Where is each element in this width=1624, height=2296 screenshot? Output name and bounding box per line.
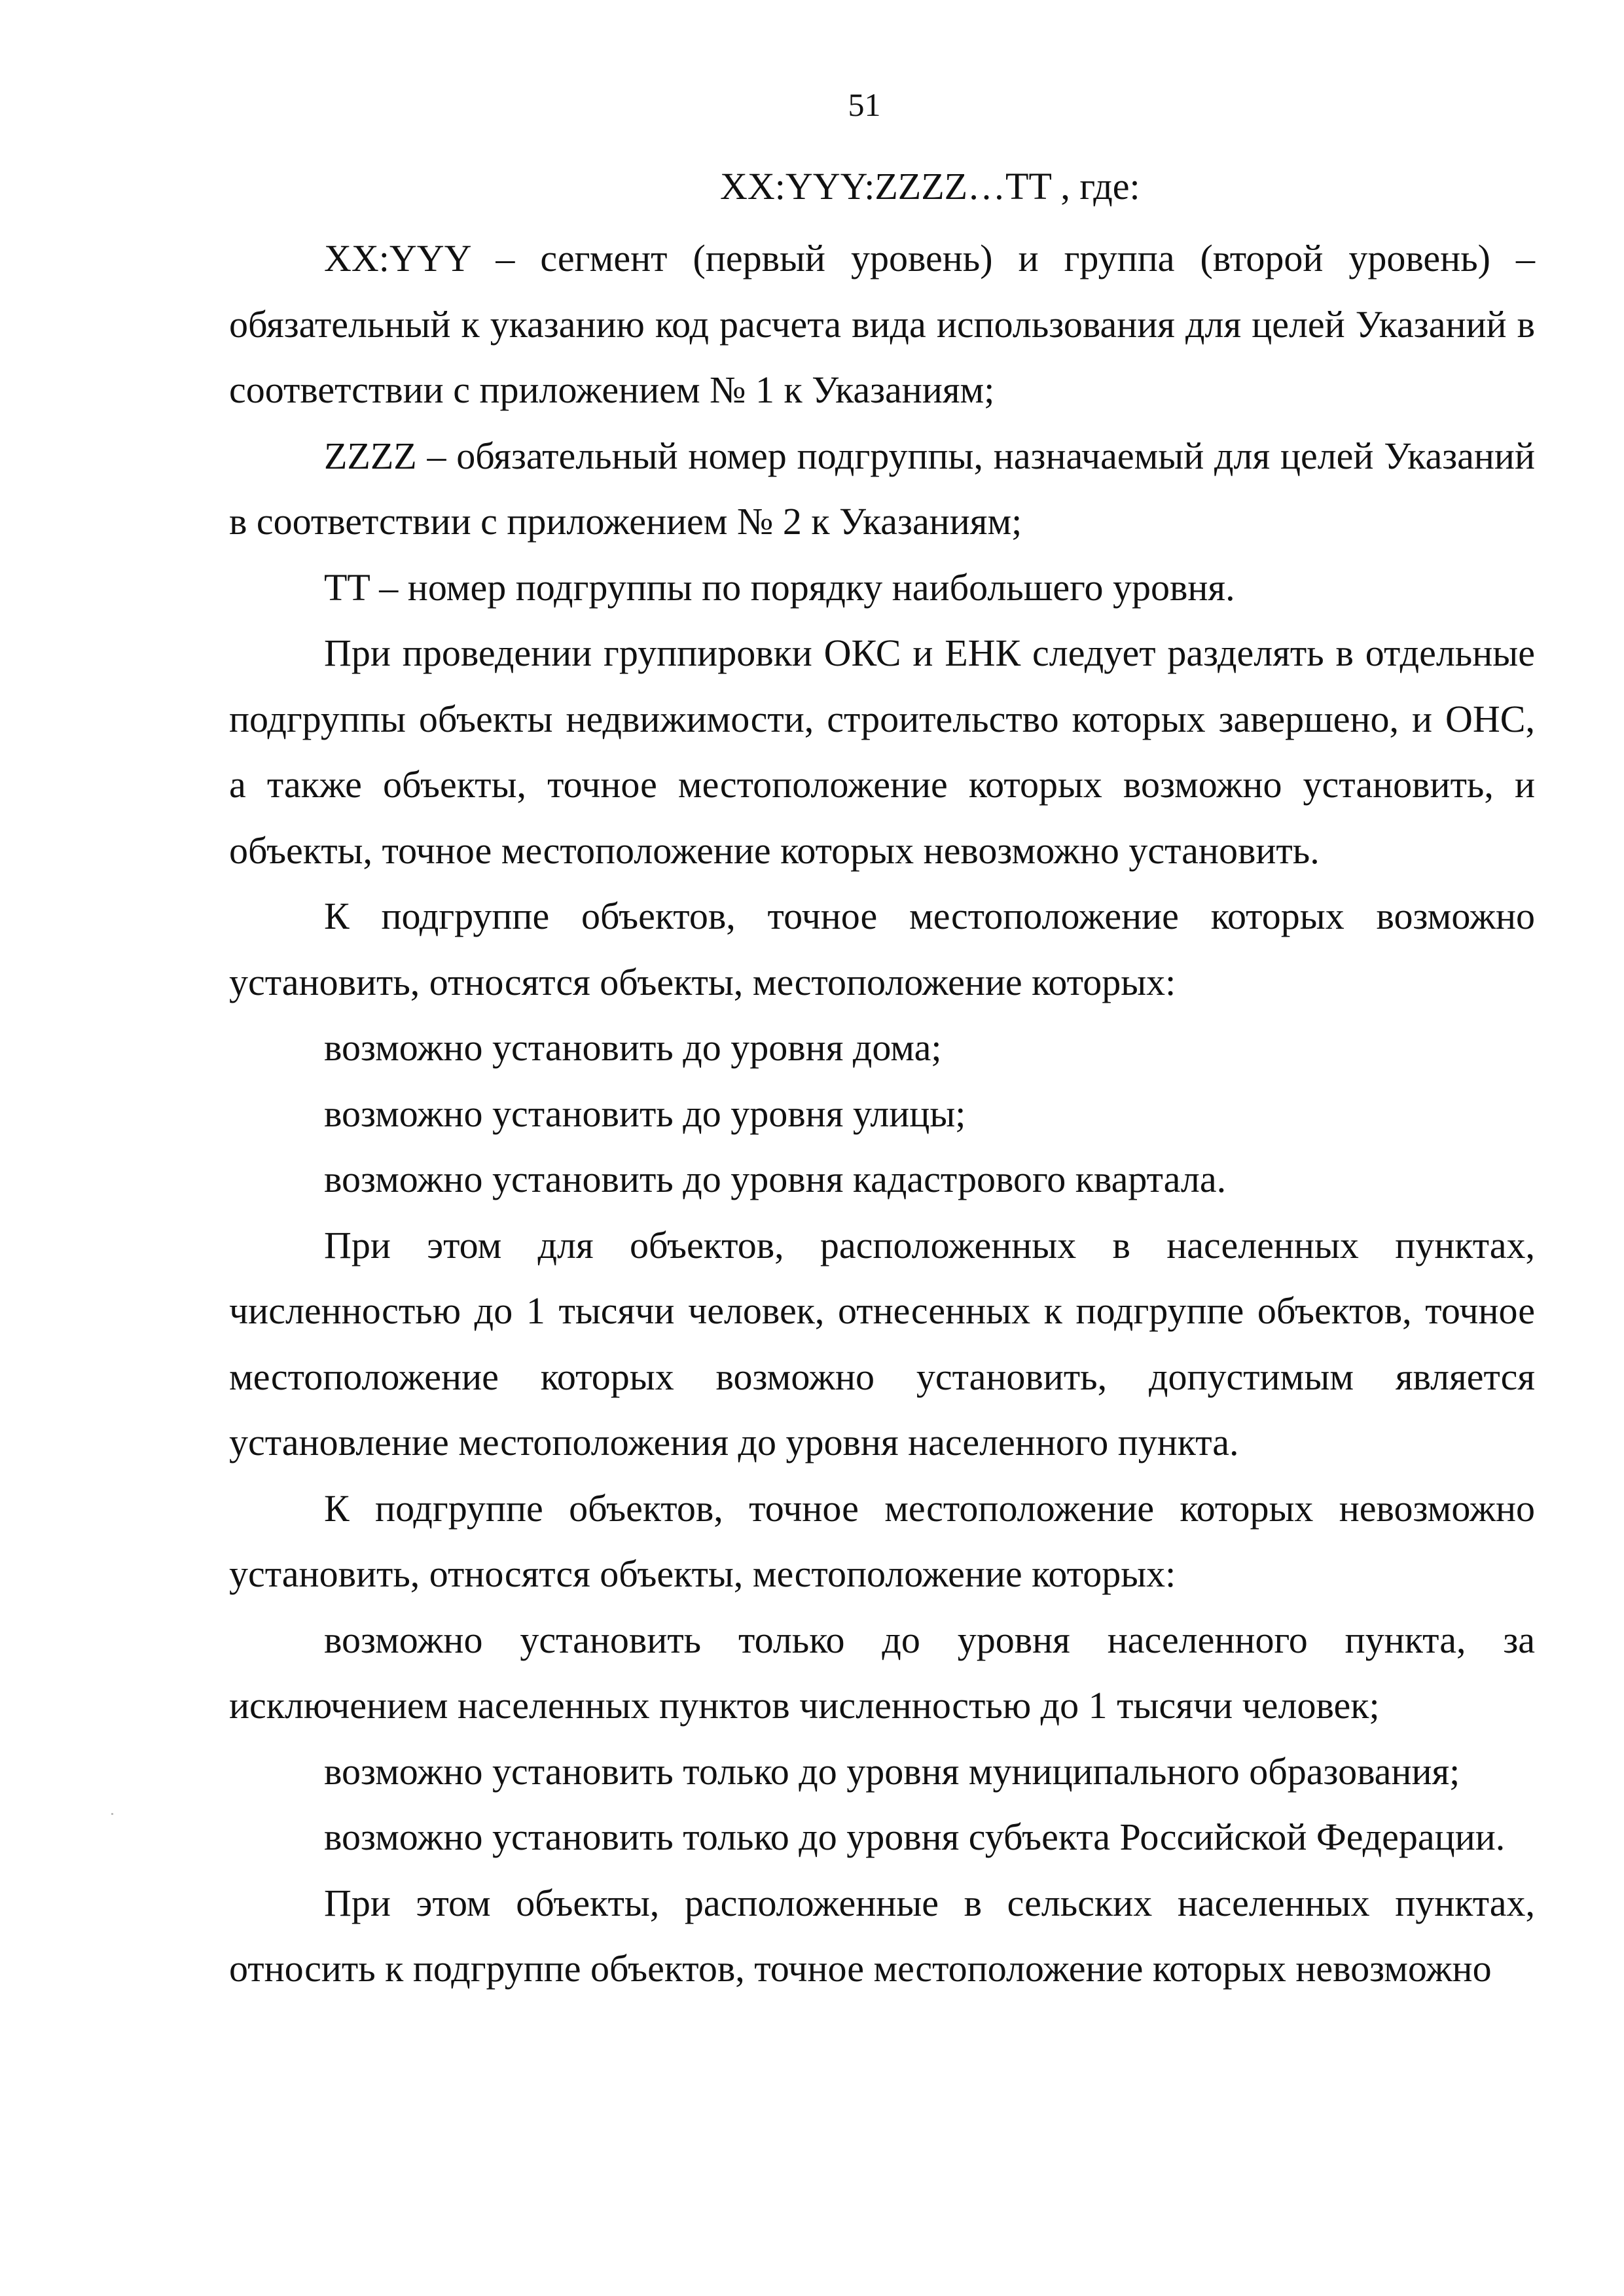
paragraph-small-settlements: При этом для объектов, расположенных в населенных пунктах, численностью до 1 тысячи человек, отнесенных к подгруппе объектов, точное местоположение которых возможно установить, допустимым является установление местоположения до уровня населенного пункта. <box>229 1223 1535 1463</box>
paragraph-segment-definition: XX:YYY – сегмент (первый уровень) и группа (второй уровень) – обязательный к указанию код расчета вида использования для целей Указаний в соответствии с приложением № 1 к Указаниям; <box>229 237 1535 411</box>
paragraph-rural-settlements: При этом объекты, расположенные в сельских населенных пунктах, относить к подгруппе объектов, точное местоположение которых невозможно <box>229 1881 1535 1990</box>
paragraph-grouping-rule: При проведении группировки ОКС и ЕНК следует разделять в отдельные подгруппы объекты недвижимости, строительство которых завершено, и ОНС, а также объекты, точное местоположение которых возможно установить, и объекты, точное местоположение которых невозможно установить. <box>229 632 1535 872</box>
paragraph-impossible-location: К подгруппе объектов, точное местоположение которых невозможно установить, относятся объекты, местоположение которых: <box>229 1486 1535 1595</box>
list-item: возможно установить до уровня кадастрового квартала. <box>324 1158 1227 1200</box>
list-item: возможно установить до уровня улицы; <box>324 1092 966 1135</box>
body-text <box>229 226 1535 2002</box>
paragraph-possible-location: К подгруппе объектов, точное местоположение которых возможно установить, относятся объекты, местоположение которых: <box>229 895 1535 1003</box>
list-item: возможно установить до уровня дома; <box>324 1026 942 1069</box>
code-formula: XX:YYY:ZZZZ…TT , где: <box>720 165 1140 207</box>
list-item: возможно установить только до уровня муниципального образования; <box>324 1749 1460 1793</box>
page-number: 51 <box>848 86 881 123</box>
paragraph-subgroup-number: ZZZZ – обязательный номер подгруппы, назначаемый для целей Указаний в соответствии с приложением № 2 к Указаниям; <box>229 434 1535 543</box>
paragraph-tt-definition: TT – номер подгруппы по порядку наибольшего уровня. <box>324 565 1235 609</box>
list-item: возможно установить только до уровня населенного пункта, за исключением населенных пунктов численностью до 1 тысячи человек; <box>229 1618 1535 1727</box>
list-item: возможно установить только до уровня субъекта Российской Федерации. <box>324 1816 1506 1858</box>
scan-artifact <box>111 1813 113 1815</box>
